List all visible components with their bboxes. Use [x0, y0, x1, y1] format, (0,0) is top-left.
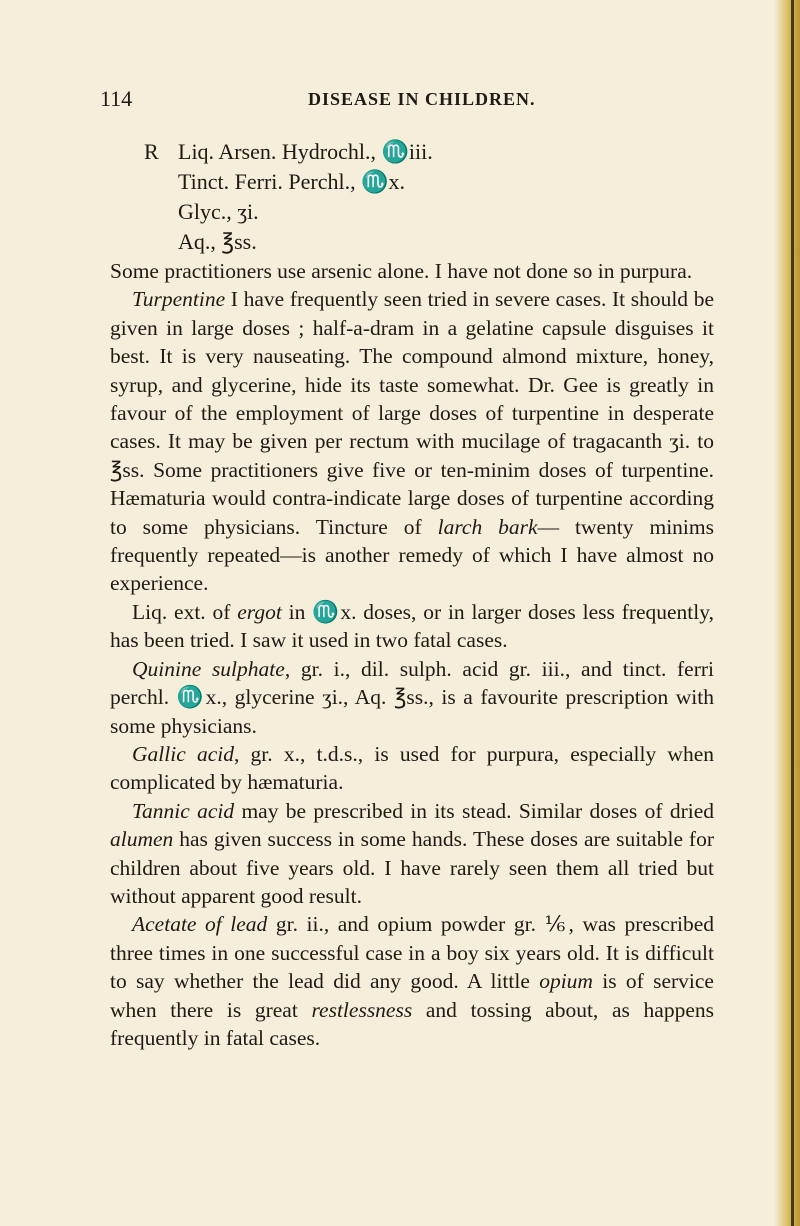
text-segment: alumen	[110, 827, 174, 852]
text-segment: has given success in some hands. These doses are suitable for children about five years old. I have rarely seen them all tried but without apparent good result.	[110, 827, 714, 908]
paragraph	[110, 740, 714, 797]
text-segment: I have frequently seen tried in severe cases. It should be given in large doses ; half-a-dram in a gelatine capsule disguises it best. It is very nauseating. The compound almond mixture, honey, syrup, and glycerine, hide its taste somewhat. Dr. Gee is greatly in favour of the employment of large doses of turpentine in desperate cases. It may be given per rectum with mucilage of tragacanth ʒi. to ℥ss. Some practitioners give five or ten-minim doses of turpentine. Hæmaturia would contra-indicate large doses of turpentine according to some physicians. Tincture of	[110, 287, 714, 539]
paragraph	[110, 797, 714, 911]
text-segment: Acetate of lead	[132, 912, 268, 937]
paragraph	[110, 598, 714, 655]
paragraph	[110, 285, 714, 597]
prescription-block	[144, 137, 433, 257]
text-segment: may be prescribed in its stead. Similar doses of dried	[234, 798, 714, 823]
prescription-line: Tinct. Ferri. Perchl., ♏x.	[178, 169, 406, 194]
text-segment: Quinine sulphate	[132, 656, 285, 681]
paragraph	[110, 655, 714, 740]
prescription-line: Aq., ℥ss.	[178, 229, 257, 254]
text-segment: Turpentine	[132, 287, 226, 312]
text-segment: Liq. ext. of	[132, 599, 238, 624]
body-text	[110, 257, 714, 1052]
text-segment: restlessness	[311, 997, 413, 1022]
page-edge	[774, 0, 800, 1226]
text-segment: and tossing about, as happens frequently in fatal cases.	[110, 997, 714, 1050]
page-header	[100, 86, 720, 116]
text-segment: , gr. x., t.d.s., is used for purpura, especially when complicated by hæmaturia.	[110, 741, 714, 795]
text-segment: , gr. i., dil. sulph. acid gr. iii., and tinct. ferri perchl. ♏x., glycerine ʒi., Aq. ℥ss., is a favourite prescription with some physicians.	[110, 656, 715, 738]
text-segment: larch bark	[437, 514, 538, 539]
text-segment: Some practitioners use arsenic alone. I have not done so in purpura.	[110, 259, 693, 283]
text-segment: is of service when there is great	[110, 969, 714, 1022]
text-segment: in ♏x. doses, or in larger doses less frequently, has been tried. I saw it used in two fatal cases.	[110, 599, 714, 653]
text-segment: Gallic acid	[132, 741, 234, 766]
running-title: DISEASE IN CHILDREN.	[308, 89, 536, 109]
text-segment: — twenty minims frequently repeated—is another remedy of which I have almost no experience.	[110, 514, 714, 596]
text-segment: ergot	[237, 599, 282, 624]
prescription-line: Glyc., ʒi.	[178, 199, 259, 224]
recipe-symbol: R	[144, 139, 159, 164]
text-segment: Tannic acid	[132, 798, 235, 823]
paragraph	[110, 910, 714, 1052]
prescription-line: Liq. Arsen. Hydrochl., ♏iii.	[178, 139, 433, 164]
text-segment: gr. ii., and opium powder gr. ⅙, was prescribed three times in one successful case in a boy six years old. It is difficult to say whether the lead did any good. A little	[110, 912, 714, 994]
page-edge-shadow	[791, 0, 794, 1226]
paragraph	[110, 257, 714, 285]
text-segment: opium	[539, 969, 593, 994]
page-number: 114	[100, 86, 133, 111]
